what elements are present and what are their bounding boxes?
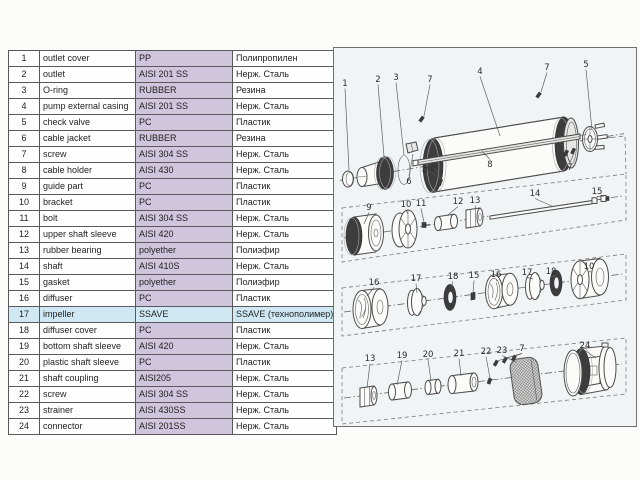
table-row [9, 275, 337, 291]
cell-number: 21 [9, 371, 40, 387]
cell-material-russian: Нерж. Сталь [233, 227, 337, 243]
cell-part-name: connector [40, 419, 136, 435]
cell-number: 18 [9, 323, 40, 339]
cell-material-code: PC [136, 179, 233, 195]
part-diffuser [353, 289, 388, 329]
table-row [9, 67, 337, 83]
label-leader-line [396, 83, 404, 156]
diagram-canvas [334, 48, 636, 426]
cell-number: 17 [9, 307, 40, 323]
cell-material-code: AISI 201 SS [136, 99, 233, 115]
cell-material-russian: Резина [233, 131, 337, 147]
cell-number: 5 [9, 115, 40, 131]
cell-material-russian: Нерж. Сталь [233, 163, 337, 179]
label-leader-line [424, 85, 430, 117]
cell-material-russian: Нерж. Сталь [233, 419, 337, 435]
label-leader-line [541, 73, 547, 93]
part-number-label: 7 [567, 163, 573, 173]
table-row [9, 403, 337, 419]
cell-part-name: diffuser cover [40, 323, 136, 339]
cell-material-code: AISI 430 [136, 163, 233, 179]
part-number-label: 2 [375, 75, 381, 85]
cell-material-russian: Нерж. Сталь [233, 387, 337, 403]
cell-part-name: check valve [40, 115, 136, 131]
cell-material-code: RUBBER [136, 131, 233, 147]
label-leader-line [367, 364, 370, 389]
part-number-label: 9 [366, 203, 372, 213]
table-row [9, 195, 337, 211]
cell-material-code: AISI 420 [136, 339, 233, 355]
table-row [9, 323, 337, 339]
cell-material-russian: Нерж. Сталь [233, 147, 337, 163]
table-row [9, 291, 337, 307]
part-number-label: 21 [453, 349, 465, 359]
cell-number: 24 [9, 419, 40, 435]
part-plastic-shaft-sleeve [425, 379, 441, 394]
label-leader-line [378, 85, 384, 157]
cell-number: 14 [9, 259, 40, 275]
cell-number: 22 [9, 387, 40, 403]
cell-part-name: screw [40, 387, 136, 403]
part-number-label: 14 [529, 189, 541, 199]
cell-number: 15 [9, 275, 40, 291]
label-leader-line [428, 360, 431, 382]
label-leader-line [448, 207, 458, 216]
cell-part-name: bracket [40, 195, 136, 211]
part-screw [487, 378, 492, 384]
table-row [9, 51, 337, 67]
part-cable-jacket [406, 142, 418, 153]
cell-part-name: cable holder [40, 163, 136, 179]
part-number-label: 17 [410, 274, 422, 284]
cell-part-name: upper shaft sleeve [40, 227, 136, 243]
cell-material-code: AISI 201SS [136, 419, 233, 435]
cell-part-name: outlet [40, 67, 136, 83]
cell-number: 23 [9, 403, 40, 419]
cell-number: 12 [9, 227, 40, 243]
table-row [9, 131, 337, 147]
label-leader-line [535, 199, 554, 208]
label-leader-line [345, 89, 349, 171]
cell-number: 11 [9, 211, 40, 227]
cell-material-russian: Пластик [233, 195, 337, 211]
part-bracket [392, 210, 417, 248]
part-number-label: 15 [468, 271, 480, 281]
cell-material-russian: Пластик [233, 115, 337, 131]
cell-material-code: polyether [136, 275, 233, 291]
part-number-label: 18 [545, 267, 557, 277]
part-number-label: 7 [438, 179, 444, 189]
cell-material-russian: Полиэфир [233, 275, 337, 291]
cell-part-name: cable jacket [40, 131, 136, 147]
cell-material-russian: Нерж. Сталь [233, 259, 337, 275]
cell-material-russian: Полиэфир [233, 243, 337, 259]
cell-part-name: shaft coupling [40, 371, 136, 387]
label-leader-line [586, 70, 592, 131]
table-row [9, 339, 337, 355]
cell-number: 8 [9, 163, 40, 179]
table-row [9, 115, 337, 131]
cell-number: 7 [9, 147, 40, 163]
cell-number: 6 [9, 131, 40, 147]
part-outlet-cover [343, 171, 354, 187]
part-number-label: 20 [422, 350, 434, 360]
part-number-label: 16 [490, 270, 502, 280]
part-diffuser-cover [444, 284, 456, 310]
part-check-valve [583, 123, 613, 151]
cell-part-name: O-ring [40, 83, 136, 99]
table-row [9, 227, 337, 243]
cell-material-code: PP [136, 51, 233, 67]
part-number-label: 6 [406, 177, 412, 187]
label-leader-line [480, 77, 500, 137]
cell-material-russian: Нерж. Сталь [233, 371, 337, 387]
part-number-label: 7 [519, 344, 525, 354]
cell-material-code: RUBBER [136, 83, 233, 99]
cell-material-code: AISI205 [136, 371, 233, 387]
cell-material-code: AISI 430SS [136, 403, 233, 419]
cell-material-russian: Нерж. Сталь [233, 67, 337, 83]
cell-part-name: bolt [40, 211, 136, 227]
part-number-label: 7 [544, 63, 550, 73]
cell-number: 2 [9, 67, 40, 83]
table-row [9, 211, 337, 227]
part-rubber-bearing [466, 208, 483, 228]
table-row [9, 243, 337, 259]
part-number-label: 17 [521, 268, 533, 278]
cell-number: 9 [9, 179, 40, 195]
table-row [9, 259, 337, 275]
part-number-label: 22 [480, 347, 492, 357]
cell-number: 10 [9, 195, 40, 211]
cell-material-russian: Пластик [233, 291, 337, 307]
part-number-label: 1 [342, 79, 348, 89]
cell-number: 1 [9, 51, 40, 67]
part-number-label: 10 [400, 200, 412, 210]
table-row [9, 147, 337, 163]
part-number-label: 24 [579, 341, 591, 351]
cell-material-code: polyether [136, 243, 233, 259]
cell-part-name: bottom shaft sleeve [40, 339, 136, 355]
cell-part-name: screw [40, 147, 136, 163]
cell-material-code: AISI 304 SS [136, 147, 233, 163]
table-row [9, 355, 337, 371]
cell-material-code: PC [136, 323, 233, 339]
label-leader-line [486, 357, 490, 379]
part-number-label: 18 [447, 272, 459, 282]
parts-table-body [9, 51, 337, 435]
part-number-label: 4 [477, 67, 483, 77]
part-number-label: 3 [393, 73, 399, 83]
label-leader-line [421, 209, 424, 223]
table-row [9, 307, 337, 323]
part-number-label: 15 [591, 187, 603, 197]
cell-material-russian: Пластик [233, 323, 337, 339]
part-number-label: 13 [364, 354, 376, 364]
table-row [9, 163, 337, 179]
cell-part-name: outlet cover [40, 51, 136, 67]
part-number-label: 13 [469, 196, 481, 206]
cell-part-name: guide part [40, 179, 136, 195]
cell-part-name: diffuser [40, 291, 136, 307]
table-row [9, 371, 337, 387]
part-shaft-coupling [448, 373, 478, 394]
cell-material-russian: Нерж. Сталь [233, 339, 337, 355]
part-number-label: 23 [496, 346, 508, 356]
label-leader-line [459, 359, 461, 377]
cell-material-russian: Полипропилен [233, 51, 337, 67]
cell-material-russian: Пластик [233, 179, 337, 195]
cell-part-name: pump external casing [40, 99, 136, 115]
part-bolt [422, 223, 430, 228]
cell-material-code: PC [136, 115, 233, 131]
part-number-label: 12 [452, 197, 464, 207]
cell-number: 4 [9, 99, 40, 115]
part-upper-shaft-sleeve [435, 214, 458, 230]
cell-part-name: plastic shaft sleeve [40, 355, 136, 371]
cell-material-code: PC [136, 195, 233, 211]
cell-part-name: impeller [40, 307, 136, 323]
connector-dashed-line [598, 136, 626, 174]
part-number-label: 11 [415, 199, 427, 209]
cell-part-name: rubber bearing [40, 243, 136, 259]
cell-material-russian: Нерж. Сталь [233, 403, 337, 419]
label-leader-line [473, 281, 474, 294]
parts-table [8, 50, 337, 435]
cell-number: 16 [9, 291, 40, 307]
cell-number: 20 [9, 355, 40, 371]
cell-material-code: AISI 304 SS [136, 211, 233, 227]
cell-part-name: shaft [40, 259, 136, 275]
cell-material-russian: Пластик [233, 355, 337, 371]
cell-part-name: gasket [40, 275, 136, 291]
table-row [9, 387, 337, 403]
part-outlet [357, 157, 396, 190]
cell-material-code: AISI 201 SS [136, 67, 233, 83]
label-leader-line [397, 361, 402, 386]
pump-exploded-diagram [333, 47, 637, 427]
cell-part-name: strainer [40, 403, 136, 419]
cell-material-russian: Резина [233, 83, 337, 99]
part-shaft [490, 198, 601, 219]
table-row [9, 419, 337, 435]
cell-material-code: AISI 420 [136, 227, 233, 243]
part-strainer [509, 356, 543, 405]
table-row [9, 179, 337, 195]
cell-material-code: SSAVE [136, 307, 233, 323]
part-gasket [471, 292, 475, 300]
cell-material-code: AISI 410S [136, 259, 233, 275]
table-row [9, 83, 337, 99]
part-number-label: 8 [487, 160, 493, 170]
part-number-label: 7 [427, 75, 433, 85]
part-bottom-shaft-sleeve [389, 382, 412, 400]
cell-material-code: AISI 304 SS [136, 387, 233, 403]
cell-number: 19 [9, 339, 40, 355]
cell-material-russian: Нерж. Сталь [233, 99, 337, 115]
cell-number: 3 [9, 83, 40, 99]
cell-material-code: PC [136, 291, 233, 307]
part-pump-external-casing [420, 117, 579, 193]
part-number-label: 19 [396, 351, 408, 361]
part-number-label: 10 [583, 262, 595, 272]
cell-material-russian: SSAVE (технополимер) [233, 307, 337, 323]
cell-material-code: PC [136, 355, 233, 371]
part-number-label: 5 [583, 60, 589, 70]
part-number-label: 16 [368, 278, 380, 288]
table-row [9, 99, 337, 115]
part-rubber-bearing [360, 386, 377, 407]
cell-material-russian: Нерж. Сталь [233, 211, 337, 227]
part-guide-part [344, 214, 384, 255]
cell-number: 13 [9, 243, 40, 259]
